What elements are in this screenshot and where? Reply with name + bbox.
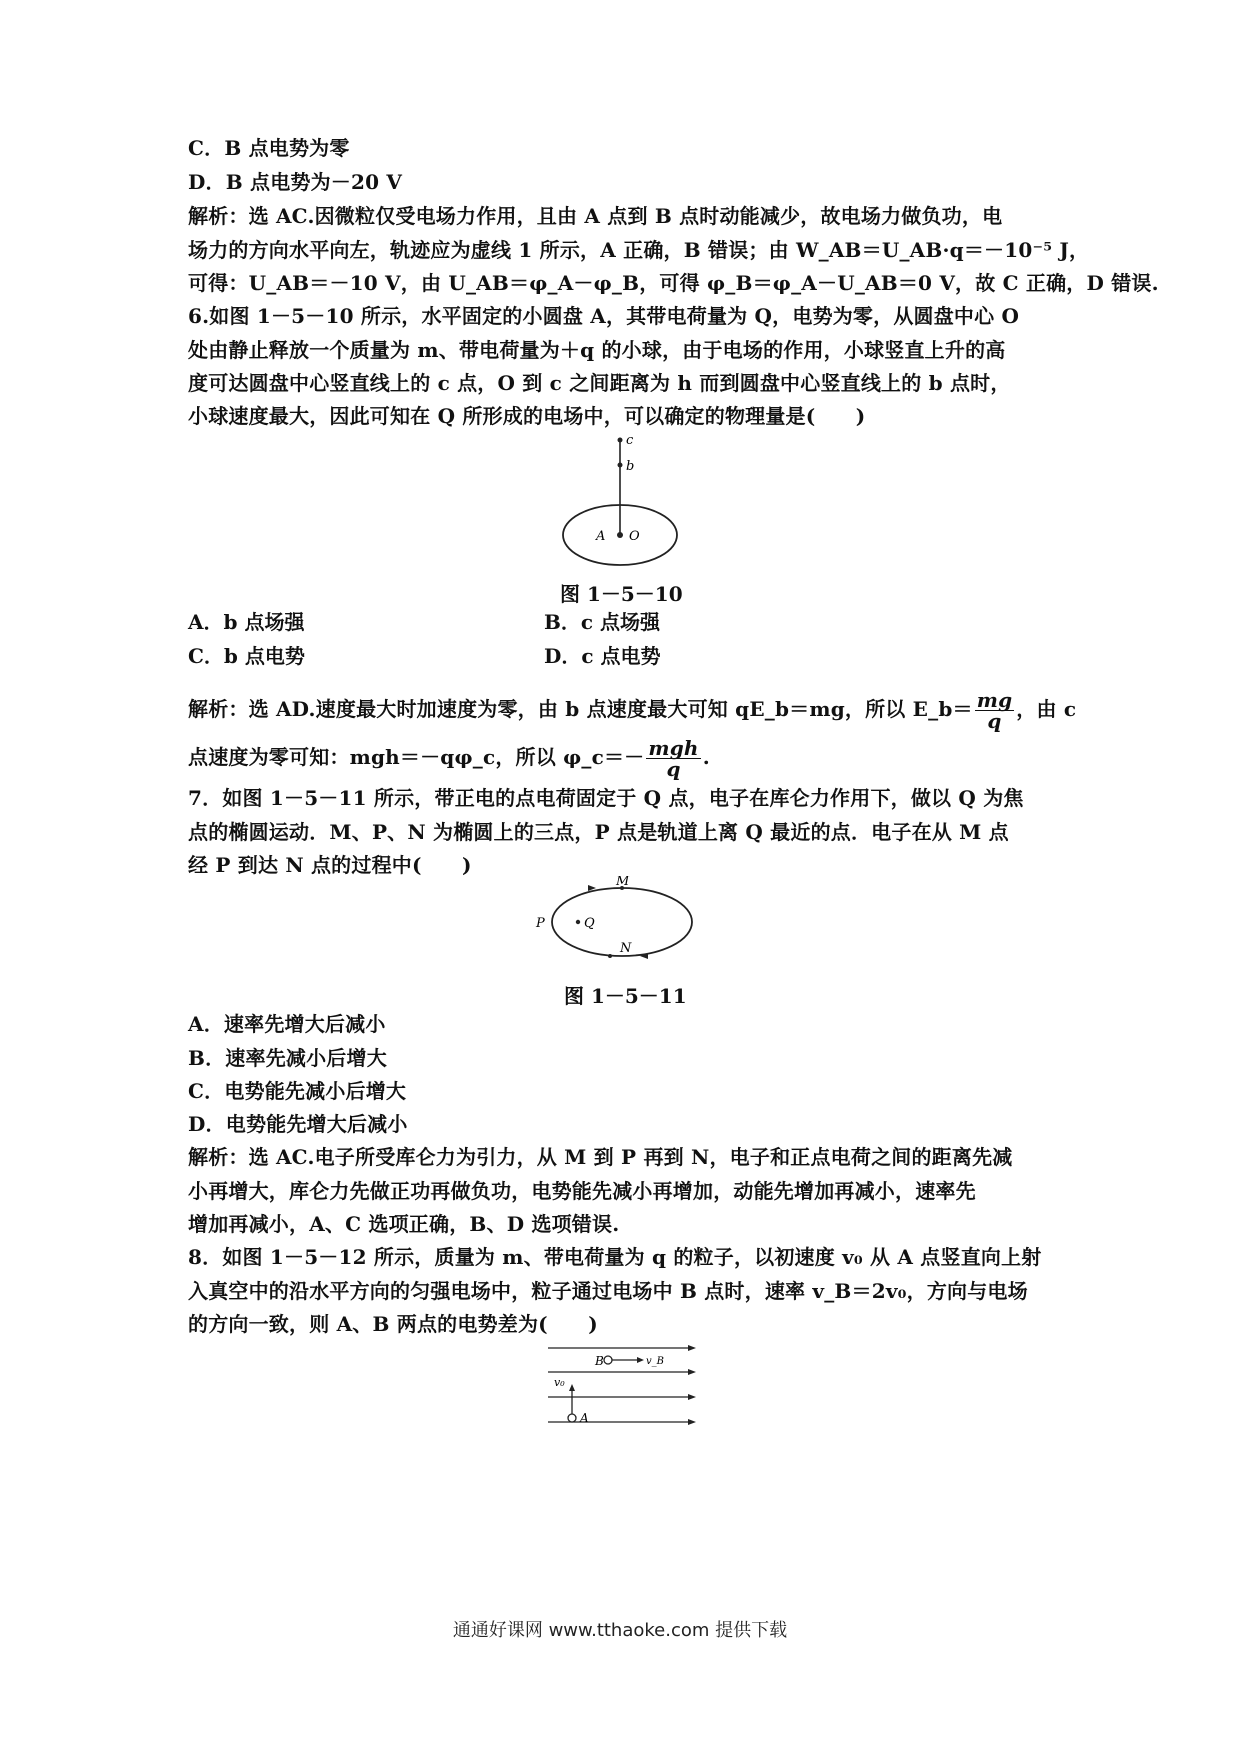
label-n: N bbox=[620, 941, 632, 956]
label-a: A bbox=[580, 1411, 589, 1425]
question-8-line-1: 8．如图 1－5－12 所示，质量为 m、带电荷量为 q 的粒子，以初速度 v₀ 从 A 点竖直向上射 bbox=[188, 1245, 1042, 1269]
fraction-denominator: q bbox=[666, 757, 681, 781]
label-o: O bbox=[629, 529, 640, 544]
field-arrow-3 bbox=[688, 1394, 696, 1400]
point-q bbox=[576, 920, 580, 924]
figure-1-5-11-caption: 图 1－5－11 bbox=[564, 984, 687, 1008]
q6-analysis-text-1: 解析：选 AD.速度最大时加速度为零，由 b 点速度最大可知 qE_b＝mg，所以 E_b＝ bbox=[188, 697, 973, 721]
label-a: A bbox=[596, 529, 606, 544]
label-vb: v_B bbox=[646, 1356, 664, 1367]
point-o bbox=[617, 532, 623, 538]
figure-1-5-10 bbox=[520, 430, 730, 570]
question-8-line-2: 入真空中的沿水平方向的匀强电场中，粒子通过电场中 B 点时，速率 v_B＝2v₀，方向与电场 bbox=[188, 1279, 1028, 1303]
q6-analysis-text-2: ，由 c bbox=[1016, 697, 1077, 721]
question-6-line-3: 度可达圆盘中心竖直线上的 c 点，O 到 c 之间距离为 h 而到圆盘中心竖直线上的 b 点时， bbox=[188, 371, 1011, 395]
q6-analysis-line-1 bbox=[188, 688, 1077, 733]
fraction-numerator: mgh bbox=[648, 736, 699, 760]
label-c: c bbox=[626, 433, 634, 448]
analysis-prev-line-3: 可得：U_AB＝－10 V，由 U_AB＝φ_A－φ_B，可得 φ_B＝φ_A－U_AB＝0 V，故 C 正确，D 错误. bbox=[188, 271, 1159, 295]
analysis-prev-line-2: 场力的方向水平向左，轨迹应为虚线 1 所示，A 正确，B 错误；由 W_AB＝U_AB·q＝－10⁻⁵ J， bbox=[188, 238, 1090, 262]
field-arrow-2 bbox=[688, 1369, 696, 1375]
q6-analysis-text-3: 点速度为零可知：mgh＝－qφ_c，所以 φ_c＝－ bbox=[188, 745, 645, 769]
q7-analysis-line-2: 小再增大，库仑力先做正功再做负功，电势能先减小再增加，动能先增加再减小，速率先 bbox=[188, 1179, 976, 1203]
label-v0: v₀ bbox=[554, 1376, 565, 1389]
label-p: P bbox=[536, 916, 545, 931]
question-6-line-1: 6.如图 1－5－10 所示，水平固定的小圆盘 A，其带电荷量为 Q，电势为零，从圆盘中心 O bbox=[188, 304, 1020, 328]
particle-b bbox=[604, 1356, 612, 1364]
question-7-line-3: 经 P 到达 N 点的过程中( ) bbox=[188, 853, 472, 877]
figure-1-5-12 bbox=[540, 1340, 710, 1440]
question-8-line-3: 的方向一致，则 A、B 两点的电势差为( ) bbox=[188, 1312, 598, 1336]
point-b bbox=[618, 463, 623, 468]
fraction-mg-over-q bbox=[975, 690, 1015, 731]
q7-analysis-line-3: 增加再减小，A、C 选项正确，B、D 选项错误. bbox=[188, 1212, 620, 1236]
question-7-line-1: 7．如图 1－5－11 所示，带正电的点电荷固定于 Q 点，电子在库仑力作用下，做以 Q 为焦 bbox=[188, 786, 1024, 810]
question-7-line-2: 点的椭圆运动．M、P、N 为椭圆上的三点，P 点是轨道上离 Q 最近的点．电子在从 M 点 bbox=[188, 820, 1009, 844]
question-6-line-4: 小球速度最大，因此可知在 Q 所形成的电场中，可以确定的物理量是( ) bbox=[188, 404, 866, 428]
figure-1-5-11 bbox=[530, 876, 710, 968]
point-n bbox=[608, 954, 612, 958]
q6-option-c: C．b 点电势 bbox=[188, 644, 305, 668]
fraction-numerator: mg bbox=[976, 688, 1013, 712]
option-d-prev: D．B 点电势为－20 V bbox=[188, 170, 403, 194]
q6-option-a: A．b 点场强 bbox=[188, 610, 305, 634]
field-arrow-1 bbox=[688, 1345, 696, 1351]
q6-option-d: D．c 点电势 bbox=[544, 644, 661, 668]
q7-option-a: A．速率先增大后减小 bbox=[188, 1012, 386, 1036]
fraction-denominator: q bbox=[987, 709, 1002, 733]
page-footer: 通通好课网 www.tthaoke.com 提供下载 bbox=[452, 1620, 788, 1641]
option-c-prev: C．B 点电势为零 bbox=[188, 136, 350, 160]
q7-analysis-line-1: 解析：选 AC.电子所受库仑力为引力，从 M 到 P 再到 N，电子和正点电荷之间的距离先减 bbox=[188, 1145, 1013, 1169]
label-m: M bbox=[616, 876, 630, 889]
velocity-vb-arrowhead bbox=[637, 1357, 644, 1363]
fraction-mgh-over-q bbox=[646, 738, 700, 779]
figure-1-5-10-caption: 图 1－5－10 bbox=[560, 582, 683, 606]
question-6-line-2: 处由静止释放一个质量为 m、带电荷量为＋q 的小球，由于电场的作用，小球竖直上升的高 bbox=[188, 338, 1006, 362]
label-b: b bbox=[626, 459, 635, 474]
q6-option-b: B．c 点场强 bbox=[544, 610, 661, 634]
q7-option-d: D．电势能先增大后减小 bbox=[188, 1112, 408, 1136]
point-c bbox=[618, 438, 623, 443]
q6-analysis-text-4: . bbox=[702, 745, 710, 769]
analysis-prev-line-1: 解析：选 AC.因微粒仅受电场力作用，且由 A 点到 B 点时动能减少，故电场力做负功，电 bbox=[188, 204, 1003, 228]
q6-analysis-line-2 bbox=[188, 738, 1068, 779]
label-q: Q bbox=[584, 916, 595, 931]
q7-option-c: C．电势能先减小后增大 bbox=[188, 1079, 407, 1103]
label-b: B bbox=[595, 1354, 604, 1368]
field-arrow-4 bbox=[688, 1419, 696, 1425]
particle-a bbox=[568, 1414, 576, 1422]
velocity-v0-arrowhead bbox=[569, 1384, 575, 1391]
q7-option-b: B．速率先减小后增大 bbox=[188, 1046, 387, 1070]
